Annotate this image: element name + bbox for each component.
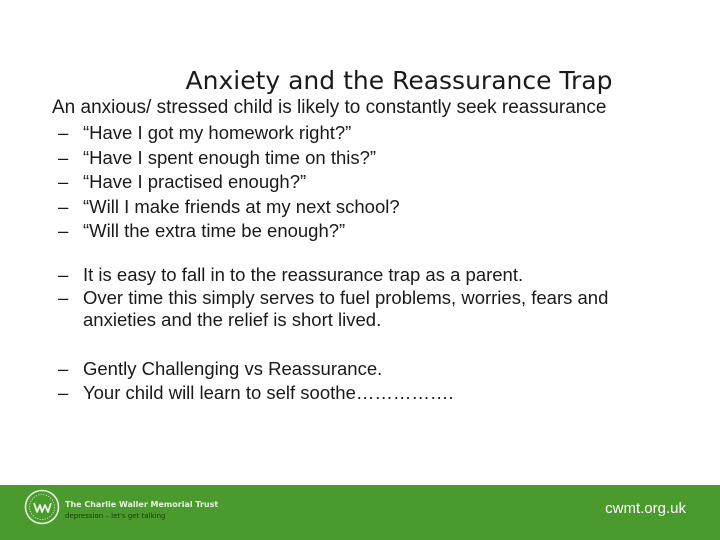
list-item xyxy=(58,170,400,195)
dash-bullet: – xyxy=(58,171,69,192)
question-text: “Will the extra time be enough?” xyxy=(83,220,346,241)
slide-title: Anxiety and the Reassurance Trap xyxy=(185,66,613,95)
logo-tagline: depression – let's get talking xyxy=(65,512,166,520)
website-link[interactable]: cwmt.org.uk xyxy=(605,500,686,517)
dash-bullet: – xyxy=(58,358,69,379)
dash-bullet: – xyxy=(58,220,69,241)
points-list xyxy=(58,264,643,332)
advice-text: Your child will learn to self soothe……………. xyxy=(83,381,454,403)
question-text: “Have I spent enough time on this?” xyxy=(83,146,377,168)
list-item xyxy=(58,264,643,287)
dash-bullet: – xyxy=(58,146,69,168)
point-text: Over time this simply serves to fuel problems, worries, fears and anxieties and the relief is short lived. xyxy=(83,286,609,330)
list-item xyxy=(58,146,400,171)
list-item xyxy=(58,121,400,146)
point-text: It is easy to fall in to the reassurance trap as a parent. xyxy=(83,264,524,285)
list-item xyxy=(58,219,400,244)
dash-bullet: – xyxy=(58,381,69,403)
logo-name: The Charlie Waller Memorial Trust xyxy=(65,500,219,509)
intro-text: An anxious/ stressed child is likely to constantly seek reassurance xyxy=(52,97,607,118)
advice-text: Gently Challenging vs Reassurance. xyxy=(83,358,383,379)
list-item xyxy=(58,381,454,405)
list-item xyxy=(58,357,454,381)
question-list xyxy=(58,121,400,244)
question-text: “Will I make friends at my next school? xyxy=(83,195,400,217)
dash-bullet: – xyxy=(58,122,69,143)
question-text: “Have I got my homework right?” xyxy=(83,122,352,143)
cwmt-logo-icon xyxy=(24,489,60,525)
advice-list xyxy=(58,357,454,404)
dash-bullet: – xyxy=(58,195,69,217)
list-item xyxy=(58,195,400,220)
dash-bullet: – xyxy=(58,264,69,285)
list-item xyxy=(58,287,643,332)
question-text: “Have I practised enough?” xyxy=(83,171,307,192)
dash-bullet: – xyxy=(58,286,69,308)
